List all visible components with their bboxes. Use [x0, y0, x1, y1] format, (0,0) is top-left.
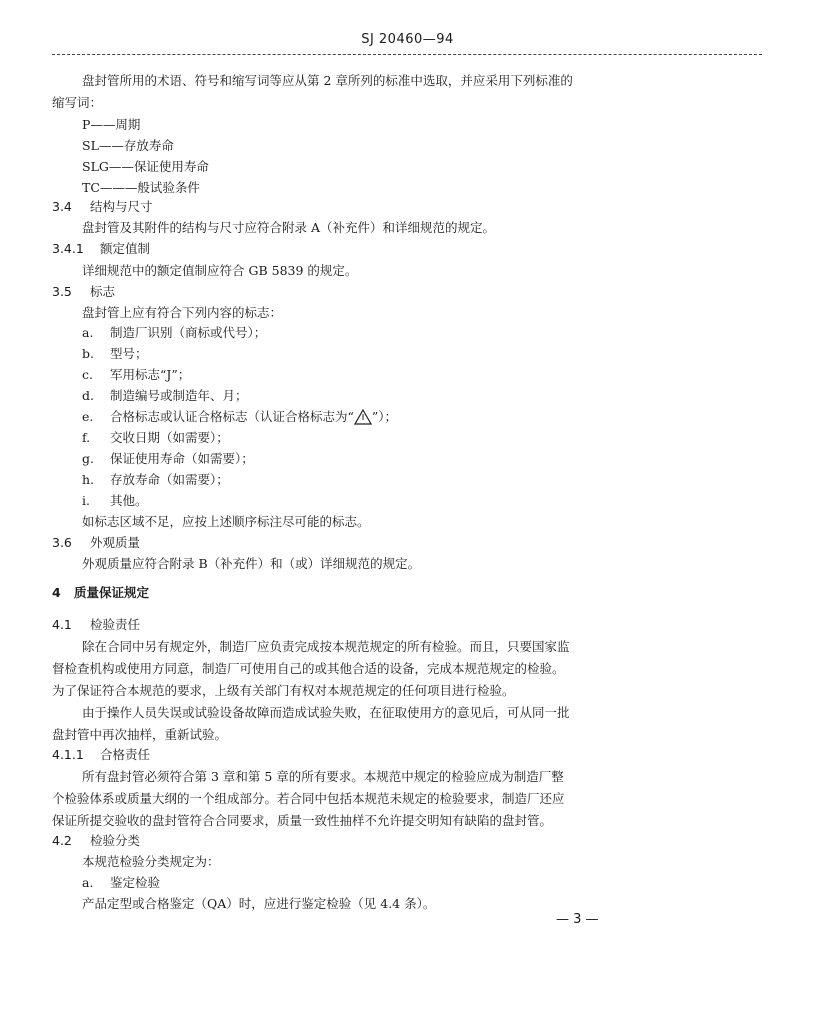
- triangle-certification-mark-icon: [354, 409, 372, 425]
- section-4-2-text: 产品定型或合格鉴定（QA）时，应进行鉴定检验（见 4.4 条）。: [82, 896, 436, 911]
- item-text: 型号；: [110, 346, 148, 361]
- item-tag: a.: [82, 325, 94, 340]
- section-title: 合格责任: [100, 747, 151, 762]
- item-text: 交收日期（如需要）；: [110, 430, 229, 445]
- header-divider: [52, 54, 762, 55]
- marking-item-h: [82, 471, 229, 489]
- intro-line-2: 缩写词：: [52, 95, 103, 110]
- section-3-4-1-heading: [52, 240, 150, 258]
- chapter-number: 4: [52, 585, 61, 600]
- item-tag: a.: [82, 875, 94, 890]
- section-number: 4.1.1: [52, 747, 84, 762]
- section-4-1-para1-line1: 除在合同中另有规定外，制造厂应负责完成按本规范规定的所有检验。而且，只要国家监: [82, 639, 570, 654]
- section-4-1-1-line3: 保证所提交验收的盘封管符合合同要求，质量一致性抽样不允许提交明知有缺陷的盘封管。: [52, 813, 553, 828]
- item-tag: i.: [82, 493, 90, 508]
- marking-item-b: [82, 345, 148, 363]
- item-text: 鉴定检验: [110, 875, 161, 890]
- section-3-4-heading: [52, 198, 153, 216]
- item-text: 其他。: [110, 493, 148, 508]
- item-tag: f.: [82, 430, 91, 445]
- section-3-6-heading: [52, 534, 140, 552]
- intro-line-1: 盘封管所用的术语、符号和缩写词等应从第 2 章所列的标准中选取，并应采用下列标准的: [82, 73, 573, 88]
- abbrev-sl: SL——存放寿命: [82, 138, 174, 153]
- section-4-1-1-line2: 个检验体系或质量大纲的一个组成部分。若合同中包括本规范未规定的检验要求，制造厂还应: [52, 791, 565, 806]
- item-text: 存放寿命（如需要）；: [110, 472, 229, 487]
- section-number: 3.4: [52, 199, 72, 214]
- section-4-2-heading: [52, 832, 140, 850]
- section-3-6-text: 外观质量应符合附录 B（补充件）和（或）详细规范的规定。: [82, 556, 421, 571]
- section-3-5-heading: [52, 283, 115, 301]
- abbrev-p: P——周期: [82, 117, 141, 132]
- section-4-1-para1-line3: 为了保证符合本规范的要求，上级有关部门有权对本规范规定的任何项目进行检验。: [52, 683, 515, 698]
- item-text-before: 合格标志或认证合格标志（认证合格标志为“: [110, 409, 354, 424]
- section-4-1-1-heading: [52, 746, 150, 764]
- item-tag: c.: [82, 367, 93, 382]
- item-tag: b.: [82, 346, 94, 361]
- section-title: 结构与尺寸: [90, 199, 153, 214]
- marking-item-e: [82, 408, 397, 426]
- section-title: 额定值制: [100, 241, 151, 256]
- section-3-4-1-text: 详细规范中的额定值制应符合 GB 5839 的规定。: [82, 263, 358, 278]
- section-3-5-intro: 盘封管上应有符合下列内容的标志：: [82, 305, 283, 320]
- section-3-4-text: 盘封管及其附件的结构与尺寸应符合附录 A（补充件）和详细规范的规定。: [82, 220, 496, 235]
- section-4-1-1-line1: 所有盘封管必须符合第 3 章和第 5 章的所有要求。本规范中规定的检验应成为制造厂整: [82, 769, 564, 784]
- marking-item-d: [82, 387, 248, 405]
- section-title: 外观质量: [90, 535, 141, 550]
- item-text: 军用标志“J”；: [110, 367, 191, 382]
- marking-item-i: [82, 492, 148, 510]
- item-tag: h.: [82, 472, 95, 487]
- page-number: — 3 —: [556, 912, 599, 927]
- marking-item-c: [82, 366, 190, 384]
- section-number: 4.2: [52, 833, 72, 848]
- section-title: 检验责任: [90, 617, 141, 632]
- section-number: 3.4.1: [52, 241, 84, 256]
- item-text: 保证使用寿命（如需要）；: [110, 451, 254, 466]
- marking-item-f: [82, 429, 229, 447]
- abbrev-slg: SLG——保证使用寿命: [82, 159, 209, 174]
- section-title: 标志: [90, 284, 116, 299]
- inspection-item-a: [82, 874, 160, 892]
- marking-item-g: [82, 450, 254, 468]
- section-4-1-para2-line2: 盘封管中再次抽样，重新试验。: [52, 727, 228, 742]
- section-title: 检验分类: [90, 833, 141, 848]
- item-tag: d.: [82, 388, 94, 403]
- chapter-4-heading: [52, 584, 149, 602]
- abbrev-tc: TC———般试验条件: [82, 180, 200, 195]
- item-text: 制造厂识别（商标或代号）；: [110, 325, 267, 340]
- section-number: 4.1: [52, 617, 72, 632]
- section-4-1-para1-line2: 督检查机构或使用方同意，制造厂可使用自己的或其他合适的设备，完成本规范规定的检验。: [52, 661, 565, 676]
- item-text: 制造编号或制造年、月；: [110, 388, 248, 403]
- section-4-2-intro: 本规范检验分类规定为：: [82, 854, 220, 869]
- chapter-title: 质量保证规定: [74, 585, 150, 600]
- section-4-1-heading: [52, 616, 140, 634]
- item-tag: g.: [82, 451, 94, 466]
- section-3-5-closing: 如标志区域不足，应按上述顺序标注尽可能的标志。: [82, 514, 370, 529]
- item-text-after: ”）；: [371, 409, 398, 424]
- marking-item-a: [82, 324, 266, 342]
- section-number: 3.6: [52, 535, 72, 550]
- doc-code-header: SJ 20460—94: [361, 32, 454, 47]
- section-number: 3.5: [52, 284, 72, 299]
- section-4-1-para2-line1: 由于操作人员失误或试验设备故障而造成试验失败，在征取使用方的意见后，可从同一批: [82, 705, 570, 720]
- item-tag: e.: [82, 409, 94, 424]
